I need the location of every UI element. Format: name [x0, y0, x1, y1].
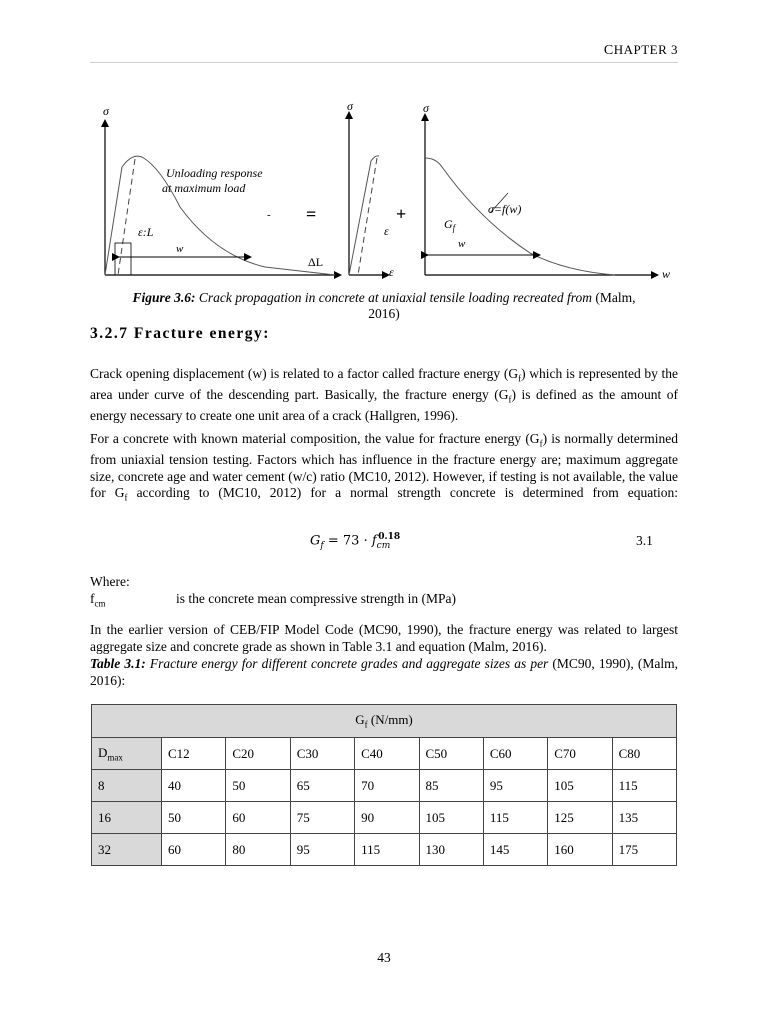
table-cell: 115	[483, 802, 547, 834]
table-cell: 175	[612, 834, 676, 866]
table-cell: 60	[162, 834, 226, 866]
table-title-cell: $G_f$ (N/mm)	[92, 705, 677, 738]
fcm-definition: is the concrete mean compressive strength in (MPa)	[176, 591, 457, 606]
figure-caption-text: Crack propagation in concrete at uniaxial tensile loading recreated from	[195, 290, 592, 305]
table-cell: 135	[612, 802, 676, 834]
plot3-w-label: w	[458, 238, 466, 250]
table-caption	[90, 656, 678, 689]
paragraph-material-composition: For a concrete with known material composition, the value for fracture energy $(G_f)$ is normally determined from uniaxial tension testing. Factors which has influence in the fracture energy are; maximum aggregate size, concrete age and water cement (w/c) ratio (MC10, 2012). However, if testing is not available, the value for $G_f$ according to (MC10, 2012) for a normal strength concrete is determined from equation:	[90, 431, 678, 503]
table-caption-text: Fracture energy for different concrete grades and aggregate sizes as per	[145, 656, 549, 671]
table-cell: 75	[290, 802, 354, 834]
fracture-energy-table	[91, 704, 677, 866]
chapter-number: 3	[671, 42, 678, 57]
figure-caption	[90, 290, 678, 322]
plot1-w-label: w	[176, 243, 184, 255]
page-header	[604, 42, 678, 59]
table-cell: 85	[419, 770, 483, 802]
dmax-cell: 8	[92, 770, 162, 802]
table-cell: 70	[355, 770, 419, 802]
plot2-dashed-line	[358, 158, 377, 275]
plot3-w-axis-label: w	[662, 267, 671, 281]
dmax-header-cell: $D_{max}$	[92, 738, 162, 770]
plot1-unloading-label-line1: Unloading response	[166, 166, 263, 180]
fracture-energy-equation: $G_f = 73 \cdot f_{cm}^{0.18}$	[310, 532, 401, 551]
grade-header-cell: C60	[483, 738, 547, 770]
table-row	[92, 834, 677, 866]
chapter-word: HAPTER	[613, 42, 668, 57]
plot3-sigma-label: σ	[423, 101, 429, 115]
fcm-symbol: $f_{cm}$	[90, 591, 106, 609]
plot1-unloading-label-line2: at maximum load	[162, 181, 246, 195]
figure-caption-ref-year: 2016)	[368, 306, 400, 321]
table-cell: 115	[355, 834, 419, 866]
table-cell: 105	[419, 802, 483, 834]
figure-caption-ref: (Malm,	[591, 290, 636, 305]
plot2-sigma-label: σ	[347, 99, 353, 113]
where-label: Where:	[90, 574, 130, 589]
plot2-epsilon-label: ε	[384, 224, 389, 238]
table-cell: 130	[419, 834, 483, 866]
table-cell: 105	[548, 770, 612, 802]
table-header-row	[92, 738, 677, 770]
grade-header-cell: C70	[548, 738, 612, 770]
plot1-sigma-label: σ	[103, 104, 109, 118]
table-caption-ref: (MC90, 1990), (Malm, 2016):	[90, 656, 678, 688]
plot1-delta-l-label: ΔL	[308, 255, 324, 269]
grade-header-cell: C12	[162, 738, 226, 770]
plot1-dash-mark: -	[267, 209, 271, 221]
table-cell: 60	[226, 802, 290, 834]
grade-header-cell: C80	[612, 738, 676, 770]
plot3-softening-curve	[425, 158, 615, 275]
plot3-sigma-fw-label: σ=f(w)	[488, 202, 522, 216]
grade-header-cell: C40	[355, 738, 419, 770]
page-number: 43	[377, 950, 391, 965]
chapter-first-letter: C	[603, 43, 614, 58]
grade-header-cell: C30	[290, 738, 354, 770]
table-cell: 90	[355, 802, 419, 834]
table-cell: 145	[483, 834, 547, 866]
crack-propagation-figure	[90, 95, 680, 290]
plot3-gf-label: $G_f$	[444, 217, 456, 233]
paragraph-model-code: In the earlier version of CEB/FIP Model Code (MC90, 1990), the fracture energy was related to largest aggregate size and concrete grade as shown in Table 3.1 and equation (Malm, 2016).	[90, 622, 678, 654]
equals-sign: =	[306, 204, 317, 224]
section-heading: 3.2.7 Fracture energy:	[90, 325, 270, 342]
equation-number: 3.1	[636, 533, 653, 548]
table-row	[92, 802, 677, 834]
dmax-cell: 32	[92, 834, 162, 866]
paragraph-crack-opening: Crack opening displacement (w) is related to a factor called fracture energy $(G_f)$ which is represented by the area under curve of the descending part. Basically, the fracture energy $(G_f)$ is defined as the amount of energy necessary to create one unit area of a crack (Hallgren, 1996).	[90, 366, 678, 424]
table-row	[92, 770, 677, 802]
table-cell: 80	[226, 834, 290, 866]
table-cell: 95	[483, 770, 547, 802]
figure-svg	[90, 95, 680, 290]
table-cell: 160	[548, 834, 612, 866]
plot1-epsilon-box	[115, 243, 131, 275]
table-cell: 95	[290, 834, 354, 866]
table-cell: 115	[612, 770, 676, 802]
table-title-row	[92, 705, 677, 738]
table-cell: 125	[548, 802, 612, 834]
table-cell: 40	[162, 770, 226, 802]
plot1-eps-l-label: ε:L	[138, 225, 154, 239]
table-cell: 50	[226, 770, 290, 802]
grade-header-cell: C50	[419, 738, 483, 770]
table-cell: 65	[290, 770, 354, 802]
figure-caption-label: Figure 3.6:	[132, 290, 196, 305]
plot2-epsilon-axis-label: ε	[389, 265, 394, 279]
header-rule	[90, 62, 678, 63]
table-cell: 50	[162, 802, 226, 834]
dmax-cell: 16	[92, 802, 162, 834]
grade-header-cell: C20	[226, 738, 290, 770]
plus-sign: +	[396, 204, 407, 224]
table-caption-label: Table 3.1:	[90, 656, 146, 671]
